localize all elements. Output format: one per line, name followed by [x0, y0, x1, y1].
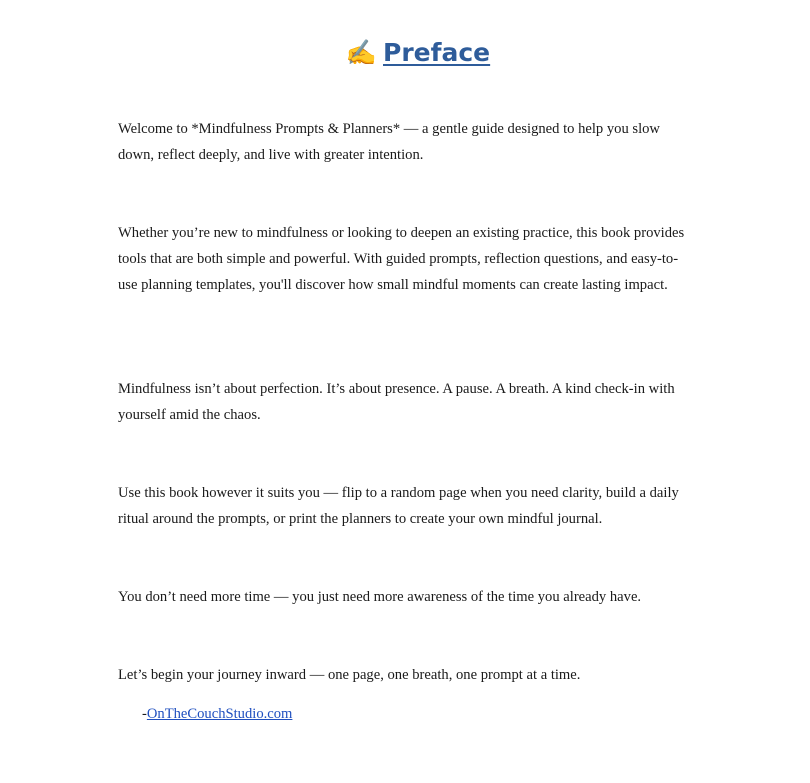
signature-link[interactable]: OnTheCouchStudio.com [146, 706, 293, 722]
paragraph-mindfulness: Mindfulness isn’t about perfection. It’s about presence. A pause. A breath. A kind check-in with yourself amid the chaos. [118, 381, 675, 423]
signature [142, 702, 292, 726]
title-text: Preface [383, 38, 491, 67]
paragraph-welcome: Welcome to *Mindfulness Prompts & Planners* — a gentle guide designed to help you slow down, reflect deeply, and live with greater intention. [118, 121, 660, 163]
page-title [0, 36, 810, 70]
signature-prefix: - [142, 706, 147, 722]
paragraph-use-book: Use this book however it suits you — flip to a random page when you need clarity, build a daily ritual around the prompts, or print the planners to create your own mindful journal. [118, 485, 679, 527]
paragraph-whether: Whether you’re new to mindfulness or looking to deepen an existing practice, this book provides tools that are both simple and powerful. With guided prompts, reflection questions, and easy-to-use planning templates, you'll discover how small mindful moments can create lasting impact. [118, 225, 685, 293]
title-wrapper [346, 38, 490, 67]
writing-hand-icon: ✍️ [345, 38, 377, 67]
paragraph-time: You don’t need more time — you just need more awareness of the time you already have. [118, 589, 642, 605]
paragraph-begin: Let’s begin your journey inward — one page, one breath, one prompt at a time. [118, 667, 581, 683]
